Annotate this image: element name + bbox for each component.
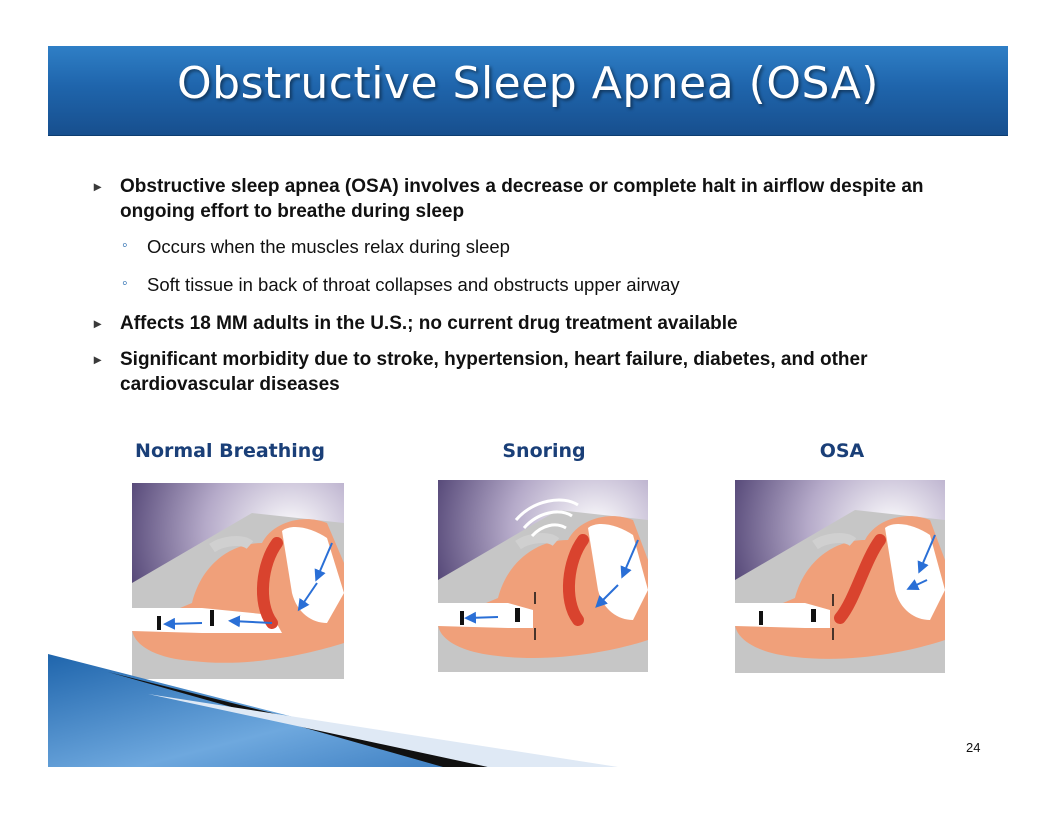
bullet-arrow-icon: ▸ (94, 315, 102, 331)
sub-bullet-item (92, 235, 992, 259)
bullet-arrow-icon: ▸ (94, 178, 102, 194)
snoring-illustration (438, 480, 648, 672)
normal-breathing-illustration (132, 483, 344, 679)
sub-bullet-circle-icon: ◦ (122, 237, 128, 254)
title-bar (48, 46, 1008, 135)
page-number: 24 (966, 740, 981, 755)
sub-bullet-text: Occurs when the muscles relax during sleep (147, 236, 510, 257)
figure-caption-normal: Normal Breathing (135, 440, 325, 462)
bullet-item (92, 311, 992, 336)
sub-bullet-circle-icon: ◦ (122, 275, 128, 292)
bullet-list (92, 174, 992, 408)
bullet-item (92, 174, 992, 224)
bullet-text: Significant morbidity due to stroke, hypertension, heart failure, diabetes, and other cardiovascular diseases (120, 349, 868, 395)
bullet-text: Affects 18 MM adults in the U.S.; no current drug treatment available (120, 313, 738, 334)
sub-bullet-text: Soft tissue in back of throat collapses and obstructs upper airway (147, 274, 680, 295)
slide-title: Obstructive Sleep Apnea (OSA) (177, 58, 879, 109)
figure-caption-osa: OSA (819, 440, 865, 462)
osa-illustration (735, 480, 945, 673)
sub-bullet-item (92, 273, 992, 297)
bullet-text: Obstructive sleep apnea (OSA) involves a decrease or complete halt in airflow despite an ongoing effort to breathe during sleep (120, 176, 924, 222)
bullet-arrow-icon: ▸ (94, 351, 102, 367)
decorative-wedge (48, 654, 628, 769)
figure-caption-snoring: Snoring (502, 440, 586, 462)
bullet-item (92, 347, 992, 397)
